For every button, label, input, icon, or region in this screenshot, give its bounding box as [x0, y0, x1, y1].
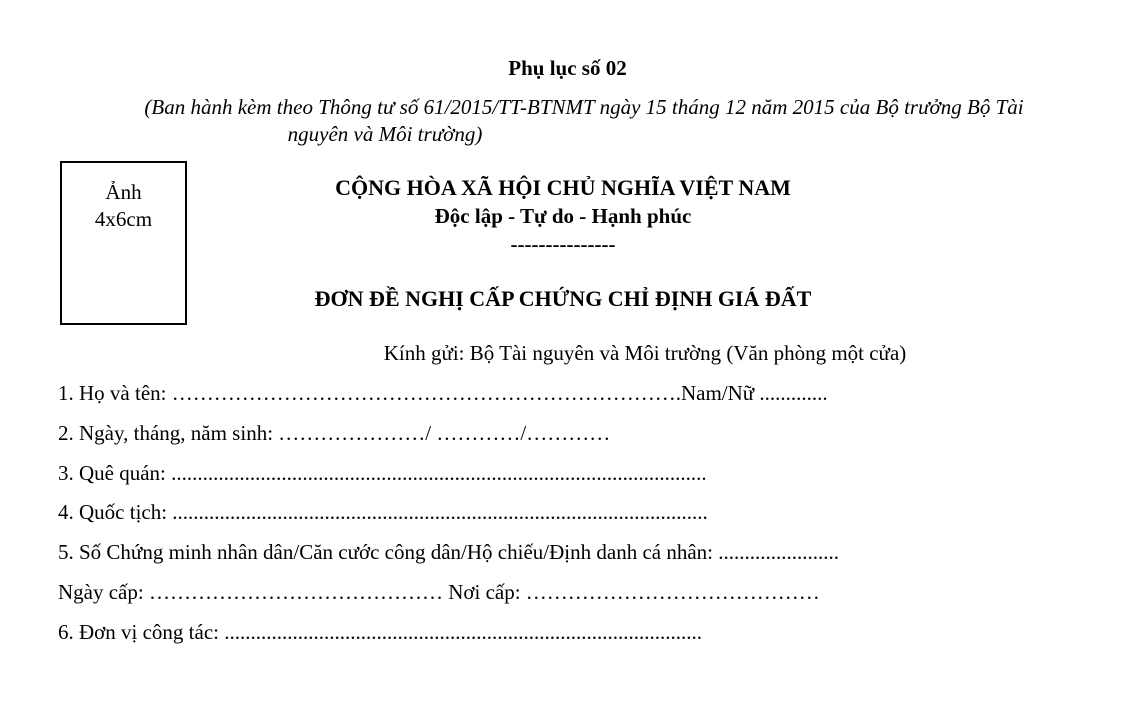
appendix-title: Phụ lục số 02 [508, 56, 627, 80]
issuance-note-line-1: (Ban hành kèm theo Thông tư số 61/2015/TT-BTNMT ngày 15 tháng 12 năm 2015 của Bộ trưởng Bộ Tài [144, 95, 1024, 119]
field-issue-date-place: Ngày cấp: …………………………………… Nơi cấp: …………………………………… [58, 580, 820, 604]
field-nationality: 4. Quốc tịch: ...................................................................................................... [58, 500, 708, 524]
issuance-note-line-2: nguyên và Môi trường) [287, 122, 483, 146]
photo-size-label: 4x6cm [94, 207, 153, 231]
field-workplace: 6. Đơn vị công tác: ........................................................................................... [58, 620, 702, 644]
photo-placeholder-box [60, 161, 187, 325]
photo-label: Ảnh [105, 180, 142, 204]
motto-underline: --------------- [510, 232, 616, 256]
field-full-name: 1. Họ và tên: ……………………………………………………………….Nam/Nữ ............. [58, 381, 828, 405]
form-title: ĐƠN ĐỀ NGHỊ CẤP CHỨNG CHỈ ĐỊNH GIÁ ĐẤT [314, 286, 812, 311]
field-id-number: 5. Số Chứng minh nhân dân/Căn cước công dân/Hộ chiếu/Định danh cá nhân: ....................... [58, 540, 839, 564]
field-date-of-birth: 2. Ngày, tháng, năm sinh: …………………/ …………/………… [58, 421, 611, 445]
recipient-line: Kính gửi: Bộ Tài nguyên và Môi trường (Văn phòng một cửa) [383, 341, 907, 365]
country-name: CỘNG HÒA XÃ HỘI CHỦ NGHĨA VIỆT NAM [335, 175, 791, 200]
national-motto: Độc lập - Tự do - Hạnh phúc [434, 204, 692, 228]
field-hometown: 3. Quê quán: ...................................................................................................... [58, 461, 707, 485]
